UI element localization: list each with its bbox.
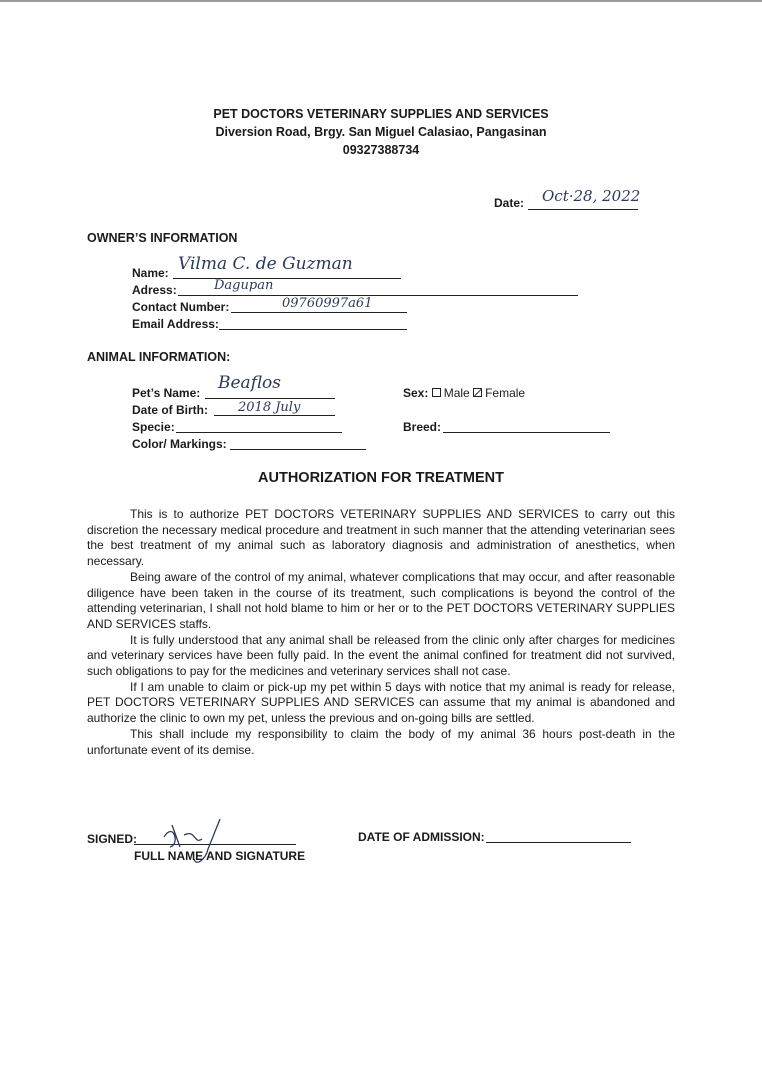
owner-contact-value[interactable]: 09760997a61 (282, 296, 373, 311)
breed-label: Breed: (403, 420, 442, 434)
pet-name-line (205, 398, 335, 399)
authorization-paragraph-4: If I am unable to claim or pick-up my pet within 5 days with notice that my animal is ready for release, PET DOCTORS VETERINARY SUPPLIES AND SERVICES can assume that my animal is abandoned and authorize the clinic to own my pet, unless the previous and on-going bills are settled. (87, 679, 675, 726)
breed-line[interactable] (443, 432, 610, 433)
owner-name-value[interactable]: Vilma C. de Guzman (178, 254, 353, 274)
sex-male-checkbox[interactable] (432, 388, 441, 397)
date-label: Date: (494, 196, 525, 210)
date-of-admission-line[interactable] (486, 842, 631, 843)
owner-contact-line (231, 312, 407, 313)
color-markings-label: Color/ Markings: (132, 437, 227, 451)
authorization-paragraph-3: It is fully understood that any animal shall be released from the clinic only after charges for medicines and veterinary services have been fully paid. In the event the animal confined for treatment did not survived, such obligations to pay for the medicines and veterinary services shall not case. (87, 632, 675, 679)
owner-address-label: Adress: (132, 283, 177, 297)
owner-contact-label: Contact Number: (132, 300, 230, 314)
owner-address-value[interactable]: Dagupan (214, 278, 274, 293)
sex-label: Sex: (403, 386, 429, 400)
dob-line (214, 415, 335, 416)
business-address: Diversion Road, Brgy. San Miguel Calasiao, Pangasinan (215, 125, 547, 139)
business-name: PET DOCTORS VETERINARY SUPPLIES AND SERVICES (213, 107, 549, 121)
pet-name-value[interactable]: Beaflos (218, 373, 281, 393)
authorization-paragraph-5: This shall include my responsibility to claim the body of my animal 36 hours post-death in the unfortunate event of its demise. (87, 726, 675, 757)
date-line (528, 209, 638, 210)
dob-value[interactable]: 2018 July (238, 400, 301, 415)
owner-email-label: Email Address: (132, 317, 219, 331)
sex-female-checkbox[interactable] (473, 388, 482, 397)
authorization-paragraph-2: Being aware of the control of my animal, whatever complications that may occur, and after reasonable diligence have been taken in the course of its treatment, such complications is beyond the control of the attending veterinarian, I shall not hold blame to him or her or to the PET DOCTORS VETERINARY SUPPLIES AND SERVICES staffs. (87, 569, 675, 631)
owner-name-label: Name: (132, 266, 169, 280)
color-markings-line[interactable] (230, 449, 366, 450)
owner-email-line[interactable] (219, 329, 407, 330)
business-phone: 09327388734 (342, 143, 420, 157)
signed-label: SIGNED: (87, 832, 138, 846)
date-value[interactable]: Oct·28, 2022 (542, 187, 641, 205)
authorization-paragraph-1: This is to authorize PET DOCTORS VETERINARY SUPPLIES AND SERVICES to carry out this discretion the necessary medical procedure and treatment in such manner that the attending veterinarian sees the best treatment of my animal such as laboratory diagnosis and administration of anesthetics, when necessary. (87, 507, 675, 569)
sex-female-label: Female (485, 386, 526, 400)
animal-heading: ANIMAL INFORMATION: (87, 350, 231, 364)
owner-heading: OWNER’S INFORMATION (87, 231, 238, 245)
dob-label: Date of Birth: (132, 403, 208, 417)
signature-caption: FULL NAME AND SIGNATURE (134, 849, 306, 863)
scan-edge (0, 0, 762, 2)
owner-name-line (173, 278, 401, 279)
owner-address-line (178, 295, 578, 296)
specie-label: Specie: (132, 420, 175, 434)
signature-scribble (150, 815, 240, 875)
pet-name-label: Pet’s Name: (132, 386, 201, 400)
authorization-body (87, 507, 675, 758)
sex-male-label: Male (443, 386, 470, 400)
sex-field (403, 386, 525, 400)
date-of-admission-label: DATE OF ADMISSION: (358, 830, 485, 844)
authorization-title: AUTHORIZATION FOR TREATMENT (258, 470, 504, 486)
specie-line[interactable] (176, 432, 342, 433)
